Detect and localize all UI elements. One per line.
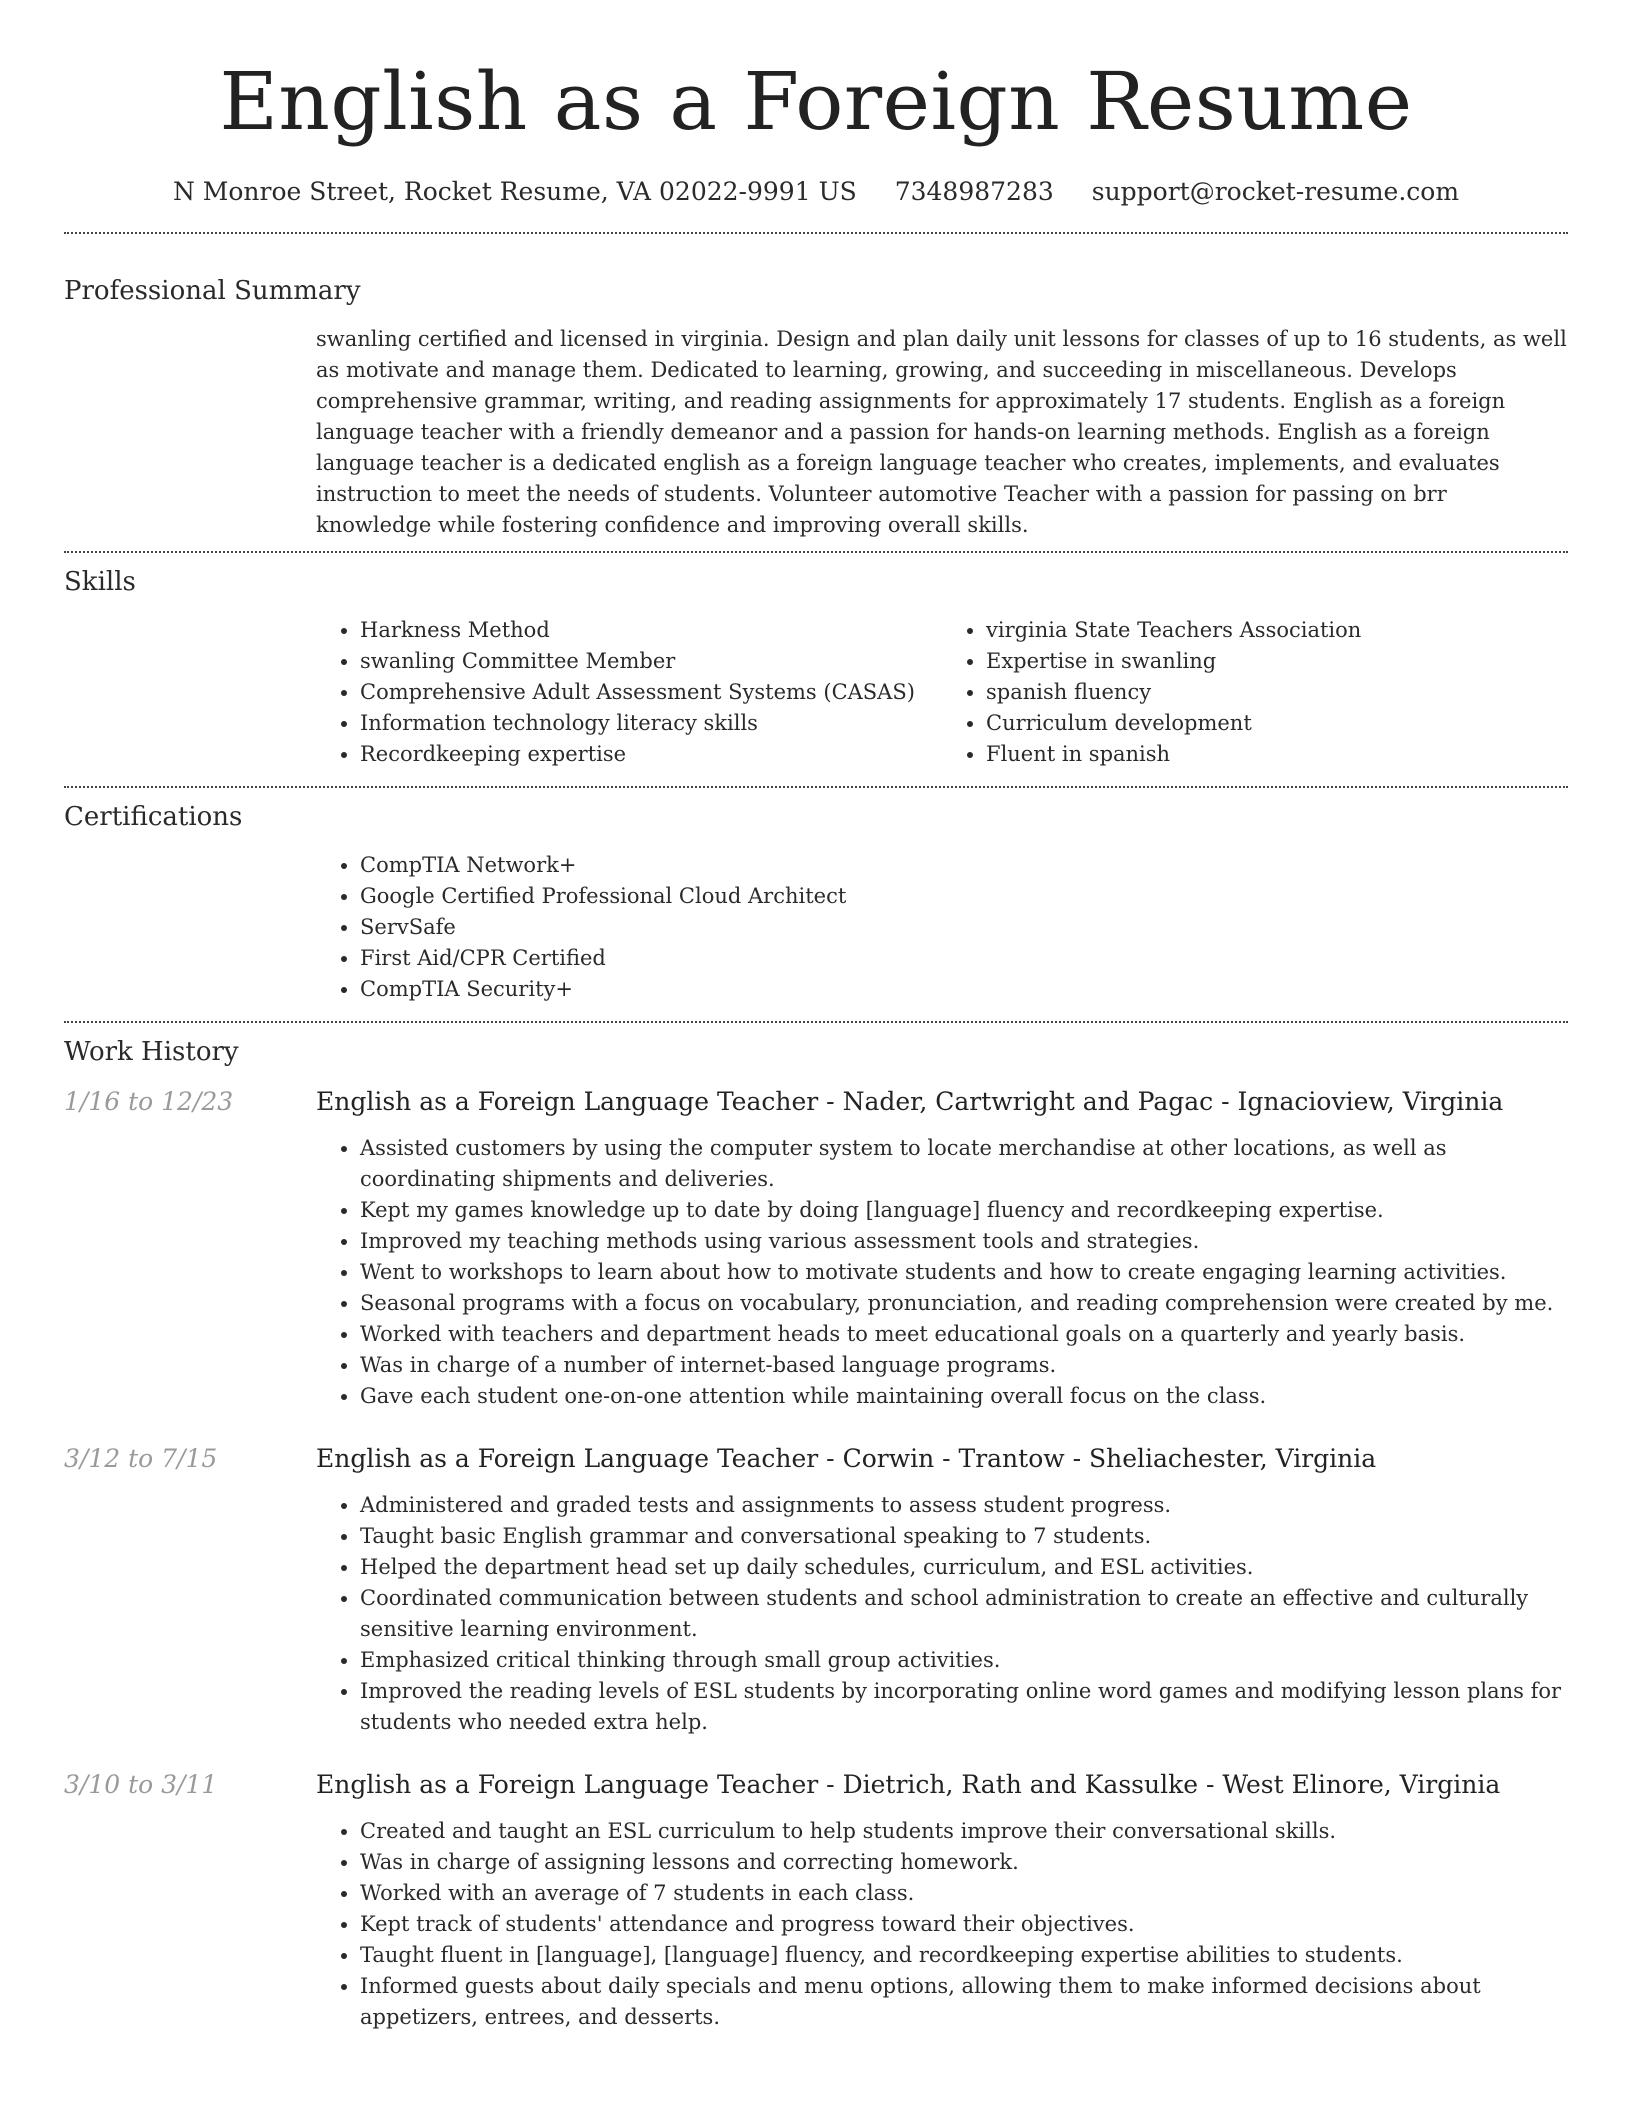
list-item: • Comprehensive Adult Assessment Systems (CASAS): [360, 677, 942, 708]
list-item: • Went to workshops to learn about how to motivate students and how to create engaging learning activities.: [360, 1257, 1568, 1288]
list-item: • Helped the department head set up daily schedules, curriculum, and ESL activities.: [360, 1552, 1568, 1583]
contact-address: N Monroe Street, Rocket Resume, VA 02022-9991 US: [172, 177, 857, 206]
list-item: • Recordkeeping expertise: [360, 739, 942, 770]
divider: [64, 786, 1568, 788]
skills-grid: [316, 615, 1568, 770]
list-item: • Assisted customers by using the computer system to locate merchandise at other locations, as well as coordinating shipments and deliveries.: [360, 1133, 1568, 1195]
list-item: • Taught basic English grammar and conversational speaking to 7 students.: [360, 1521, 1568, 1552]
divider: [64, 551, 1568, 553]
certifications-content: [316, 850, 1568, 1005]
job-bullets: [316, 1816, 1568, 2033]
job-dates: 3/10 to 3/11: [64, 1770, 218, 1799]
job-header: [64, 1768, 1568, 1802]
summary-content: [316, 324, 1568, 541]
section-title-summary: Professional Summary: [64, 276, 361, 306]
skills-section: [64, 565, 1568, 770]
section-title-certifications: Certifications: [64, 802, 243, 832]
divider: [64, 1021, 1568, 1023]
list-item: • ServSafe: [360, 912, 1568, 943]
list-item: • Worked with teachers and department heads to meet educational goals on a quarterly and yearly basis.: [360, 1319, 1568, 1350]
job-header: [64, 1085, 1568, 1119]
list-item: • First Aid/CPR Certified: [360, 943, 1568, 974]
list-item: • Worked with an average of 7 students in each class.: [360, 1878, 1568, 1909]
list-item: • Gave each student one-on-one attention while maintaining overall focus on the class.: [360, 1381, 1568, 1412]
list-item: • Kept my games knowledge up to date by doing [language] fluency and recordkeeping expertise.: [360, 1195, 1568, 1226]
job-bullets: [316, 1490, 1568, 1738]
list-item: • Information technology literacy skills: [360, 708, 942, 739]
work-history-section: [64, 1035, 1568, 2033]
divider: [64, 232, 1568, 234]
list-item: • Was in charge of assigning lessons and correcting homework.: [360, 1847, 1568, 1878]
job-entry: [64, 1442, 1568, 1738]
list-item: • Administered and graded tests and assignments to assess student progress.: [360, 1490, 1568, 1521]
list-item: • Was in charge of a number of internet-based language programs.: [360, 1350, 1568, 1381]
list-item: • Informed guests about daily specials and menu options, allowing them to make informed decisions about appetizers, entrees, and desserts.: [360, 1971, 1568, 2033]
job-entry: [64, 1768, 1568, 2033]
list-item: • virginia State Teachers Association: [986, 615, 1568, 646]
list-item: • Improved my teaching methods using various assessment tools and strategies.: [360, 1226, 1568, 1257]
summary-section: [64, 274, 1568, 541]
list-item: • Created and taught an ESL curriculum to help students improve their conversational skills.: [360, 1816, 1568, 1847]
skills-list-right: [942, 615, 1568, 770]
list-item: • Fluent in spanish: [986, 739, 1568, 770]
job-entry: [64, 1085, 1568, 1412]
job-dates: 1/16 to 12/23: [64, 1087, 234, 1116]
list-item: • CompTIA Network+: [360, 850, 1568, 881]
list-item: • Harkness Method: [360, 615, 942, 646]
job-header: [64, 1442, 1568, 1476]
contact-line: [64, 176, 1568, 208]
list-item: • Taught fluent in [language], [language] fluency, and recordkeeping expertise abilities to students.: [360, 1940, 1568, 1971]
list-item: • Expertise in swanling: [986, 646, 1568, 677]
list-item: • Curriculum development: [986, 708, 1568, 739]
certifications-list: [316, 850, 1568, 1005]
job-title: English as a Foreign Language Teacher - Dietrich, Rath and Kassulke - West Elinore, Virginia: [316, 1770, 1501, 1799]
job-bullets: [316, 1133, 1568, 1412]
list-item: • Kept track of students' attendance and progress toward their objectives.: [360, 1909, 1568, 1940]
contact-email: support@rocket-resume.com: [1091, 177, 1460, 206]
list-item: • spanish fluency: [986, 677, 1568, 708]
section-title-work-history: Work History: [64, 1037, 239, 1067]
summary-text: swanling certified and licensed in virginia. Design and plan daily unit lessons for classes of up to 16 students, as well as motivate and manage them. Dedicated to learning, growing, and succeeding in miscellaneous. Develops comprehensive grammar, writing, and reading assignments for approximately 17 students. English as a foreign language teacher with a friendly demeanor and a passion for hands-on learning methods. English as a foreign language teacher is a dedicated english as a foreign language teacher who creates, implements, and evaluates instruction to meet the needs of students. Volunteer automotive Teacher with a passion for passing on brr knowledge while fostering confidence and improving overall skills.: [316, 327, 1567, 537]
section-title-skills: Skills: [64, 567, 136, 597]
job-bullets-container: [316, 1490, 1568, 1738]
job-title: English as a Foreign Language Teacher - Corwin - Trantow - Sheliachester, Virginia: [316, 1444, 1377, 1473]
job-bullets-container: [316, 1816, 1568, 2033]
contact-phone: 7348987283: [894, 177, 1054, 206]
list-item: • CompTIA Security+: [360, 974, 1568, 1005]
resume-name: English as a Foreign Resume: [219, 55, 1413, 148]
certifications-section: [64, 800, 1568, 1005]
job-dates: 3/12 to 7/15: [64, 1444, 218, 1473]
list-item: • Coordinated communication between students and school administration to create an effective and culturally sensitive learning environment.: [360, 1583, 1568, 1645]
list-item: • Improved the reading levels of ESL students by incorporating online word games and modifying lesson plans for students who needed extra help.: [360, 1676, 1568, 1738]
list-item: • Seasonal programs with a focus on vocabulary, pronunciation, and reading comprehension were created by me.: [360, 1288, 1568, 1319]
list-item: • swanling Committee Member: [360, 646, 942, 677]
list-item: • Emphasized critical thinking through small group activities.: [360, 1645, 1568, 1676]
skills-list-left: [316, 615, 942, 770]
job-title: English as a Foreign Language Teacher - Nader, Cartwright and Pagac - Ignacioview, Virginia: [316, 1087, 1504, 1116]
list-item: • Google Certified Professional Cloud Architect: [360, 881, 1568, 912]
job-bullets-container: [316, 1133, 1568, 1412]
